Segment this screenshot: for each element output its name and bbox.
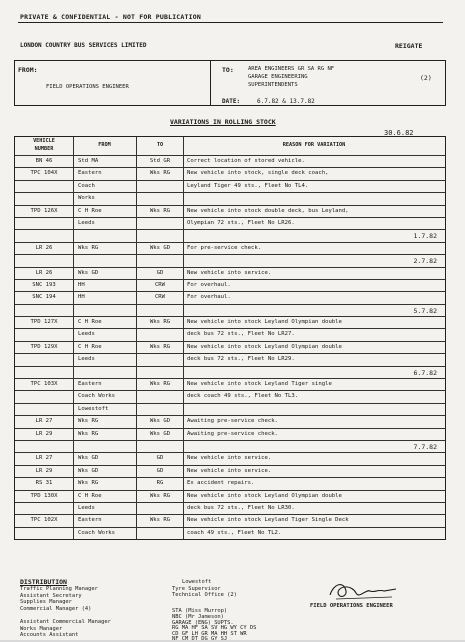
table-row xyxy=(15,205,445,217)
to-line: SUPERINTENDENTS xyxy=(248,82,298,88)
to-location xyxy=(137,404,184,415)
table-cell-empty xyxy=(137,230,184,241)
to-location xyxy=(137,193,184,204)
date-row xyxy=(15,229,445,241)
reason: Awaiting pre-service check. xyxy=(187,430,278,437)
header-from: FROM xyxy=(73,137,137,155)
table-row xyxy=(15,527,445,539)
to-location: Wks RG xyxy=(137,206,184,217)
reason: deck coach 49 sts., Fleet No TL3. xyxy=(187,393,299,400)
to-location: Wks RG xyxy=(137,491,184,502)
date-row xyxy=(15,254,445,266)
table-cell-empty xyxy=(15,255,74,266)
reason xyxy=(183,193,445,204)
town-name: REIGATE xyxy=(395,42,423,50)
vehicle-number: TPD 129X xyxy=(15,342,74,353)
reason: New vehicle into stock, single deck coach, xyxy=(187,170,329,177)
header-vehicle xyxy=(15,137,74,156)
reason: New vehicle into service. xyxy=(187,269,272,276)
reason: deck bus 72 sts., Fleet No LR30. xyxy=(187,504,295,511)
from-location: Works xyxy=(73,193,137,204)
date-row xyxy=(15,366,445,378)
distribution-lowestoft: Lowestoft xyxy=(182,579,212,585)
from-location: Leeds xyxy=(73,503,137,514)
table-body xyxy=(15,155,445,539)
from-location: Wks GD xyxy=(73,453,137,464)
to-label: TO: xyxy=(222,66,234,74)
table-cell-empty xyxy=(15,441,74,452)
from-location: Wks GD xyxy=(73,466,137,477)
vehicle-number xyxy=(15,391,74,402)
distribution-entry: Accounts Assistant xyxy=(20,632,79,639)
date-stamp: 7.7.82 xyxy=(413,442,437,451)
table-row xyxy=(15,490,445,502)
to-location: Std GR xyxy=(137,156,184,167)
table-row xyxy=(15,267,445,279)
reason: Olympian 72 sts., Fleet No LR26. xyxy=(187,219,295,226)
vehicle-number xyxy=(15,329,74,340)
header-reason: REASON FOR VARIATION xyxy=(282,142,346,148)
page-title: VARIATIONS IN ROLLING STOCK xyxy=(170,118,276,126)
from-location: Eastern xyxy=(73,515,137,526)
to-location: Wks RG xyxy=(137,515,184,526)
table-row xyxy=(15,192,445,204)
to-location xyxy=(137,391,184,402)
table-cell-empty xyxy=(15,367,74,378)
from-location: C H Roe xyxy=(73,342,137,353)
header-to: TO xyxy=(137,137,184,156)
to-line: GARAGE ENGINEERING xyxy=(248,74,308,80)
vehicle-number: LR 29 xyxy=(15,466,74,477)
table-cell-empty xyxy=(73,255,137,266)
table-row xyxy=(15,415,445,427)
from-location: Leeds xyxy=(73,329,137,340)
header-rule xyxy=(18,22,443,23)
from-location: Wks RG xyxy=(73,243,137,254)
reason: Ex accident repairs. xyxy=(187,480,255,487)
distribution-entry: Supplies Manager xyxy=(20,599,72,606)
vehicle-number: LR 27 xyxy=(15,416,74,427)
date-row xyxy=(15,440,445,452)
to-location: Wks GD xyxy=(137,429,184,440)
reason xyxy=(183,404,445,415)
memo-header-divider xyxy=(210,60,211,106)
distribution-entry: Works Manager xyxy=(20,625,63,632)
table-cell-empty xyxy=(73,441,137,452)
distribution-entry: Commercial Manager (4) xyxy=(20,605,92,612)
table-cell-empty xyxy=(15,305,74,316)
reason: New vehicle into stock Leyland Tiger single xyxy=(187,381,332,388)
confidential-notice: PRIVATE & CONFIDENTIAL - NOT FOR PUBLICATION xyxy=(20,13,201,21)
table-row xyxy=(15,378,445,390)
vehicle-number xyxy=(15,181,74,192)
distribution-entry: Assistant Secretary xyxy=(20,592,82,599)
from-location: Wks GD xyxy=(73,268,137,279)
vehicle-number xyxy=(15,354,74,365)
table-cell-empty xyxy=(137,367,184,378)
to-location: Wks RG xyxy=(137,379,184,390)
from-location: HH xyxy=(73,292,137,303)
signature-title: FIELD OPERATIONS ENGINEER xyxy=(310,603,393,609)
table-row xyxy=(15,465,445,477)
to-location: Wks RG xyxy=(137,317,184,328)
table-cell-empty xyxy=(137,305,184,316)
to-location: Wks GD xyxy=(137,243,184,254)
from-location: Coach Works xyxy=(73,391,137,402)
reason: New vehicle into stock Leyland Olympian double xyxy=(187,343,342,350)
vehicle-number: LR 27 xyxy=(15,453,74,464)
from-location: Eastern xyxy=(73,379,137,390)
table-row xyxy=(15,477,445,489)
company-name: LONDON COUNTRY BUS SERVICES LIMITED xyxy=(20,42,147,49)
vehicle-number xyxy=(15,193,74,204)
vehicle-number: TPD 127X xyxy=(15,317,74,328)
distribution-entry: Technical Office (2) xyxy=(172,591,237,598)
table-row xyxy=(15,180,445,192)
table-row xyxy=(15,514,445,526)
vehicle-number: LR 26 xyxy=(15,243,74,254)
to-location: CRW xyxy=(137,292,184,303)
vehicle-number: RS 31 xyxy=(15,478,74,489)
table-row xyxy=(15,155,445,167)
first-date: 30.6.82 xyxy=(384,129,414,137)
reason: Leyland Tiger 49 sts., Fleet No TL4. xyxy=(187,182,309,189)
table-row xyxy=(15,242,445,254)
vehicle-number xyxy=(15,503,74,514)
to-location xyxy=(137,181,184,192)
to-location xyxy=(137,329,184,340)
from-location: Coach Works xyxy=(73,528,137,539)
table-cell-empty xyxy=(73,230,137,241)
from-location: Leeds xyxy=(73,218,137,229)
to-location: Wks GD xyxy=(137,416,184,427)
vehicle-number: TPD 126X xyxy=(15,206,74,217)
table-row xyxy=(15,328,445,340)
vehicle-number xyxy=(15,528,74,539)
table-cell-empty xyxy=(137,441,184,452)
from-location: Lowestoft xyxy=(73,404,137,415)
table-row xyxy=(15,291,445,303)
from-label: FROM: xyxy=(18,66,38,74)
to-location: GD xyxy=(137,268,184,279)
table-cell-empty xyxy=(73,367,137,378)
to-location xyxy=(137,528,184,539)
vehicle-number: TPC 104X xyxy=(15,168,74,179)
distribution-entry: Assistant Commercial Manager xyxy=(20,619,111,625)
reason: deck bus 72 sts., Fleet No LR29. xyxy=(187,356,295,363)
reason: deck bus 72 sts., Fleet No LR27. xyxy=(187,331,295,338)
from-location: C H Roe xyxy=(73,491,137,502)
reason: For overhaul. xyxy=(187,281,231,288)
to-location: Wks RG xyxy=(137,168,184,179)
reason: New vehicle into stock Leyland Olympian double xyxy=(187,492,342,499)
header-vehicle-line: NUMBER xyxy=(34,145,54,152)
signature-mark xyxy=(322,577,402,603)
vehicle-number: TPC 103X xyxy=(15,379,74,390)
to-location: Wks RG xyxy=(137,342,184,353)
to-location xyxy=(137,218,184,229)
table-header xyxy=(15,137,445,155)
from-value: FIELD OPERATIONS ENGINEER xyxy=(46,84,129,90)
vehicle-number: LR 26 xyxy=(15,268,74,279)
vehicle-number: TPC 102X xyxy=(15,515,74,526)
page-number: (2) xyxy=(420,74,432,82)
table-row xyxy=(15,279,445,291)
distribution-entry: CD GF LH GR MA HH ST WR xyxy=(172,630,247,637)
vehicle-number xyxy=(15,404,74,415)
from-location: Coach xyxy=(73,181,137,192)
reason: coach 49 sts., Fleet No TL2. xyxy=(187,529,282,536)
reason: For pre-service check. xyxy=(187,244,262,251)
reason: New vehicle into service. xyxy=(187,467,272,474)
table-row xyxy=(15,502,445,514)
date-value: 6.7.82 & 13.7.82 xyxy=(257,98,315,105)
vehicle-number: TPD 130X xyxy=(15,491,74,502)
distribution-entry: RG MA HF SA SV HG WY CY DS xyxy=(172,625,257,632)
reason: Correct location of stored vehicle. xyxy=(187,158,305,164)
to-location xyxy=(137,503,184,514)
distribution-entry: NBC (Mr Jameson) xyxy=(172,614,224,620)
table-row xyxy=(15,428,445,440)
from-location: Eastern xyxy=(73,168,137,179)
table-row xyxy=(15,403,445,415)
reason: Awaiting pre-service check. xyxy=(187,418,278,425)
rolling-stock-table xyxy=(14,136,446,540)
to-location: GD xyxy=(137,453,184,464)
distribution-entry: NF CM DT DG GY SJ xyxy=(172,636,228,642)
table-row xyxy=(15,217,445,229)
from-location: Std MA xyxy=(73,156,137,167)
distribution-entry: GARAGE (ENG) SUPTS. xyxy=(172,619,234,626)
table-row xyxy=(15,167,445,179)
from-location: Leeds xyxy=(73,354,137,365)
to-location: CRW xyxy=(137,280,184,291)
reason: For overhaul. xyxy=(187,294,231,301)
distribution-entry: STA (Miss Murrop) xyxy=(172,608,228,615)
table-row xyxy=(15,341,445,353)
distribution-entry: Traffic Planning Manager xyxy=(20,586,98,592)
table-cell-empty xyxy=(137,255,184,266)
header-vehicle-line: VEHICLE xyxy=(33,138,55,144)
vehicle-number: SNC 193 xyxy=(15,280,74,291)
date-stamp: 1.7.82 xyxy=(413,232,437,241)
distribution-title: DISTRIBUTION xyxy=(20,578,67,586)
table-row xyxy=(15,390,445,402)
date-row xyxy=(15,304,445,316)
from-location: HH xyxy=(73,280,137,291)
to-location xyxy=(137,354,184,365)
date-label: DATE: xyxy=(222,98,241,105)
reason: New vehicle into stock Leyland Tiger Single Deck xyxy=(187,517,349,524)
table-cell-empty xyxy=(15,230,74,241)
distribution-entry: Tyre Supervisor xyxy=(172,586,221,592)
from-location: Wks RG xyxy=(73,429,137,440)
reason: New vehicle into stock double deck, bus Leyland, xyxy=(187,207,349,214)
vehicle-number xyxy=(15,218,74,229)
table-row xyxy=(15,452,445,464)
date-stamp: 5.7.82 xyxy=(413,306,437,315)
table-row xyxy=(15,316,445,328)
vehicle-number: BN 46 xyxy=(15,156,74,167)
date-stamp: 2.7.82 xyxy=(413,257,437,266)
to-location: GD xyxy=(137,466,184,477)
from-location: C H Roe xyxy=(73,317,137,328)
to-location: RG xyxy=(137,478,184,489)
from-location: Wks RG xyxy=(73,478,137,489)
vehicle-number: SNC 194 xyxy=(15,292,74,303)
to-line: AREA ENGINEERS GR SA RG NF xyxy=(248,66,335,72)
vehicle-number: LR 29 xyxy=(15,429,74,440)
from-location: Wks RG xyxy=(73,416,137,427)
table-row xyxy=(15,353,445,365)
reason: New vehicle into stock Leyland Olympian double xyxy=(187,319,342,326)
table-cell-empty xyxy=(73,305,137,316)
date-stamp: 6.7.82 xyxy=(413,368,437,377)
reason: New vehicle into service. xyxy=(187,455,272,462)
from-location: C H Roe xyxy=(73,206,137,217)
